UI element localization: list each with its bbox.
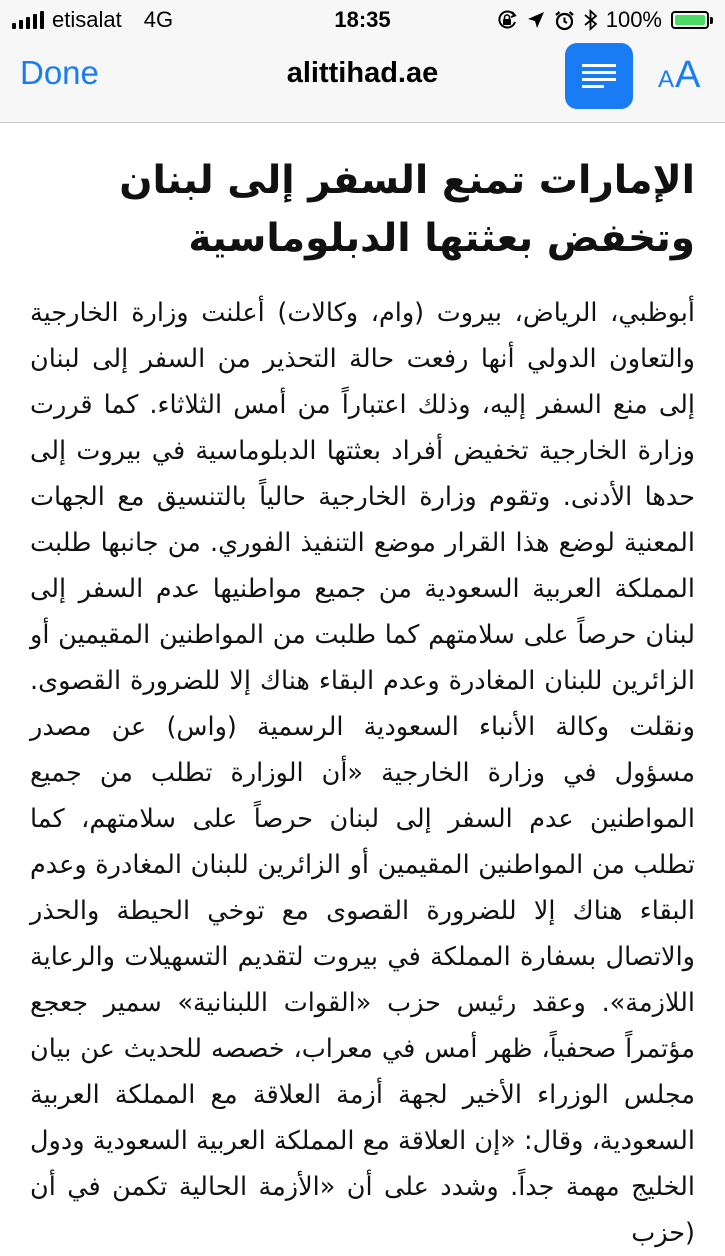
battery-level-fill	[675, 15, 705, 25]
article-headline: الإمارات تمنع السفر إلى لبنان وتخفض بعثتها الدبلوماسية	[119, 158, 695, 261]
status-icons	[496, 0, 713, 40]
reader-view-button[interactable]	[565, 43, 633, 109]
article	[30, 152, 695, 1256]
orientation-lock-icon	[496, 9, 518, 31]
text-size-large-a: A	[675, 54, 701, 96]
status-bar	[0, 0, 725, 40]
status-time: 18:35	[334, 7, 391, 32]
signal-bars-icon	[12, 11, 44, 29]
location-arrow-icon	[527, 11, 545, 29]
network-type: 4G	[143, 7, 174, 32]
bluetooth-icon	[584, 9, 597, 31]
article-body: أبوظبي، الرياض، بيروت (وام، وكالات) أعلنت وزارة الخارجية والتعاون الدولي أنها رفعت حالة التحذير من السفر إلى لبنان إلى منع السفر إليه، وذلك اعتباراً من أمس الثلاثاء. كما قررت وزارة الخارجية تخفيض أفراد بعثتها الدبلوماسية في بيروت إلى حدها الأدنى. وتقوم وزارة الخارجية حالياً بالتنسيق مع الجهات المعنية لوضع هذا القرار موضع التنفيذ الفوري. من جانبها طلبت المملكة العربية السعودية من جميع مواطنيها عدم السفر إلى لبنان حرصاً على سلامتهم كما طلبت من المواطنين المقيمين أو الزائرين للبنان المغادرة وعدم البقاء هناك إلا للضرورة القصوى. ونقلت وكالة الأنباء السعودية الرسمية (واس) عن مصدر مسؤول في وزارة الخارجية «أن الوزارة تطلب من جميع المواطنين عدم السفر إلى لبنان حرصاً على سلامتهم، كما تطلب من المواطنين المقيمين أو الزائرين للبنان المغادرة وعدم البقاء هناك إلا للضرورة القصوى مع توخي الحيطة والحذر والاتصال بسفارة المملكة في بيروت لتقديم التسهيلات والرعاية اللازمة». وعقد رئيس حزب «القوات اللبنانية» سمير جعجع مؤتمراً صحفياً، ظهر أمس في معراب، خصصه للحديث عن بيان مجلس الوزراء الأخير لجهة أزمة العلاقة مع المملكة العربية السعودية، وقال: «إن العلاقة مع المملكة العربية السعودية ودول الخليج مهمة جداً. وشدد على أن «الأزمة الحالية تكمن في أن (حزب	[30, 298, 695, 1248]
site-domain: alittihad.ae	[286, 57, 439, 89]
done-button[interactable]: Done	[20, 54, 99, 91]
carrier-name: etisalat	[52, 7, 122, 32]
alarm-clock-icon	[554, 10, 575, 31]
reader-toolbar	[0, 40, 725, 123]
text-size-button[interactable]	[658, 54, 700, 97]
battery-icon	[671, 11, 713, 29]
battery-percent: 100%	[605, 7, 662, 32]
reader-view-icon	[582, 64, 616, 88]
text-size-small-a: A	[658, 66, 675, 93]
